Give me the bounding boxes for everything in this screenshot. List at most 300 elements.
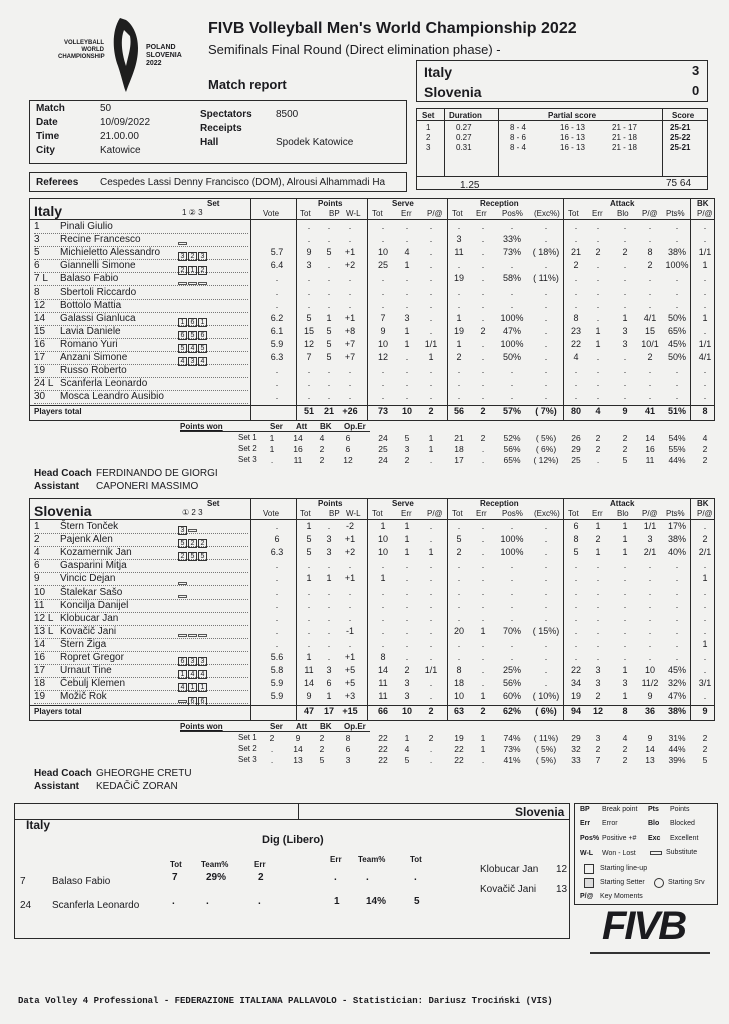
zone-box: 6 [178, 331, 187, 340]
page-title: FIVB Volleyball Men's World Championship 2022 [208, 20, 577, 37]
stat-cell: . [481, 338, 485, 349]
stat-cell: . [510, 391, 514, 402]
set-partial-1: 8 - 6 [510, 133, 527, 142]
stat-cell: 6.1 [270, 325, 284, 336]
pw-cell: 2 [319, 444, 325, 455]
stat-cell: 60% [502, 691, 521, 702]
col-bp: BP [329, 509, 340, 518]
dig-h-team2: Team% [358, 855, 386, 864]
legend-key: Err [580, 820, 591, 827]
stat-cell: . [307, 273, 311, 284]
stat-cell: 3 [595, 678, 601, 689]
player-name: Ropret Gregor [60, 652, 124, 663]
zone-box: 5 [188, 552, 197, 561]
stat-cell: . [675, 625, 679, 636]
stat-cell: . [596, 625, 600, 636]
stat-cell: 17% [667, 521, 686, 531]
stat-cell: 1 [306, 573, 312, 584]
stat-cell: 100% [500, 312, 524, 323]
stat-cell: . [457, 573, 461, 584]
stat-cell: . [307, 625, 311, 636]
stat-cell: 9 [380, 325, 386, 336]
total-cell: 57% [502, 406, 521, 417]
stat-cell: . [481, 678, 485, 689]
set-stat-cell: 2 [480, 433, 486, 444]
stat-cell: . [381, 378, 385, 389]
dig-slo-number: 12 [556, 864, 568, 875]
set-duration: 0.31 [456, 143, 472, 152]
stat-cell: . [457, 560, 461, 571]
set-stat-cell: ( 12%) [533, 455, 559, 466]
spectators-value: 8500 [276, 109, 299, 120]
substitute-marker [188, 634, 197, 637]
stat-cell: . [481, 534, 485, 545]
pw-cell: 13 [293, 755, 303, 766]
stat-cell: . [574, 378, 578, 389]
set-stat-cell: 3 [404, 444, 410, 455]
stat-cell: . [307, 560, 311, 571]
wc-logo-text: VOLLEYBALL WORLD CHAMPIONSHIP [58, 40, 105, 60]
set-stat-cell: . [596, 455, 600, 466]
total-cell: 9 [702, 706, 708, 717]
stat-cell: . [623, 573, 627, 584]
stat-cell: . [623, 260, 627, 271]
stat-cell: . [327, 612, 331, 623]
stat-cell: . [510, 652, 514, 662]
stat-cell: 25% [502, 665, 521, 676]
stat-cell: . [457, 286, 461, 297]
stat-cell: . [348, 234, 352, 245]
col-pos: Pos% [502, 209, 523, 218]
player-name: Mosca Leandro Ausibio [60, 391, 164, 403]
stat-cell: . [481, 365, 485, 376]
stat-cell: . [307, 299, 311, 310]
pw-cell: 14 [293, 744, 303, 755]
points-won-label: Points won [180, 722, 223, 732]
stat-cell: 1/1 [424, 338, 438, 349]
stat-cell: 22 [570, 338, 581, 349]
stat-cell: . [307, 221, 311, 231]
stat-cell: -1 [345, 625, 354, 636]
stat-cell: . [275, 299, 279, 310]
stat-cell: . [457, 378, 461, 389]
stat-cell: . [429, 678, 433, 689]
col-pp: P/@ [427, 209, 443, 218]
total-cell: 4 [595, 406, 601, 417]
stat-cell: 3 [404, 312, 410, 323]
player-number: 17 [34, 352, 46, 363]
stat-cell: . [675, 612, 679, 623]
stat-cell: 21 [570, 247, 581, 258]
total-cell: ( 7%) [535, 406, 557, 417]
player-name: Koncilja Danijel [60, 599, 129, 611]
stat-cell: . [544, 338, 548, 349]
stat-cell: . [703, 521, 707, 531]
stat-cell: . [703, 299, 707, 310]
stat-cell: . [405, 652, 409, 662]
stat-cell: . [429, 691, 433, 702]
stat-cell: . [544, 612, 548, 623]
pw-cell: 2 [319, 455, 325, 466]
player-number: 17 [34, 665, 46, 677]
stat-cell: . [481, 612, 485, 623]
stat-cell: 1 [326, 573, 332, 584]
stat-cell: 9 [306, 247, 312, 258]
stat-cell: 2 [456, 352, 462, 362]
dig-slo-number: 13 [556, 884, 568, 895]
stat-cell: . [675, 234, 679, 245]
host-logo-text: POLAND SLOVENIA 2022 [146, 44, 182, 67]
stat-cell: . [327, 221, 331, 231]
stat-cell: . [703, 325, 707, 336]
stat-cell: . [574, 234, 578, 245]
stat-cell: . [703, 652, 707, 662]
stat-cell: +1 [344, 573, 356, 584]
receipts-label: Receipts [200, 123, 242, 134]
set-stat-cell: 2 [622, 444, 628, 455]
col-tot: Tot [372, 509, 383, 518]
stat-cell: . [596, 612, 600, 623]
stat-cell: . [405, 599, 409, 610]
set-stat-cell: 5 [404, 755, 410, 766]
total-cell: 47 [303, 706, 314, 717]
col-tot: Tot [300, 509, 311, 518]
set-row-label: Set 2 [238, 444, 257, 454]
total-cell: 41 [644, 406, 655, 417]
total-cell: 21 [323, 406, 334, 417]
total-cell: 63 [453, 706, 464, 717]
points-won-label: Points won [180, 422, 223, 432]
zone-box: 3 [198, 657, 207, 666]
row-dots [34, 703, 248, 704]
stat-cell: . [327, 599, 331, 610]
stat-cell: 3 [622, 678, 628, 689]
stat-cell: . [307, 612, 311, 623]
stat-cell: 4/1 [643, 312, 657, 323]
stat-cell: . [405, 612, 409, 623]
stat-cell: 6 [573, 521, 579, 531]
set-partial-2: 16 - 13 [560, 133, 585, 142]
stat-cell: . [481, 599, 485, 610]
zone-box: 4 [198, 670, 207, 679]
set-stat-cell: 54% [668, 433, 686, 444]
set-stat-cell: ( 6%) [535, 444, 557, 455]
set-partial-3: 21 - 17 [612, 123, 637, 132]
stat-cell: ( 10%) [532, 691, 560, 702]
stat-cell: 2/1 [698, 547, 712, 558]
col-wl: W-L [346, 509, 361, 518]
stat-cell: 25 [377, 260, 388, 271]
player-name: Urnaut Tine [60, 665, 112, 677]
stat-cell: . [648, 273, 652, 284]
stat-cell: . [596, 586, 600, 597]
stat-cell: . [429, 378, 433, 389]
player-zones [178, 274, 208, 292]
player-name: Kozamernik Jan [60, 547, 132, 559]
stat-cell: 7 [380, 312, 386, 323]
stat-cell: . [405, 234, 409, 245]
pw-rule [180, 431, 370, 432]
stat-cell: . [381, 560, 385, 571]
stat-cell: . [327, 638, 331, 649]
dig-title: Dig (Libero) [262, 834, 324, 846]
substitute-marker [178, 582, 187, 585]
stat-cell: 2 [404, 665, 410, 676]
stat-cell: . [429, 260, 433, 271]
dig-team: 29% [206, 872, 227, 883]
set-stat-cell: 4 [702, 433, 708, 444]
zone-box: 2 [198, 266, 207, 275]
stat-cell: 5.9 [270, 691, 284, 702]
stat-cell: 1 [428, 547, 434, 558]
stat-cell: 4 [404, 247, 410, 258]
stat-cell: 3 [404, 678, 410, 689]
stat-cell: . [623, 652, 627, 662]
total-cell: 10 [401, 406, 412, 417]
stat-cell: 3 [622, 325, 628, 336]
stat-cell: . [623, 273, 627, 284]
set-stat-cell: 2 [595, 744, 601, 755]
stat-cell: . [544, 560, 548, 571]
zone-box: 3 [188, 657, 197, 666]
set-stat-cell: 24 [378, 433, 388, 444]
player-name: Balaso Fabio [60, 273, 119, 285]
stat-cell: 4/1 [698, 352, 712, 362]
stat-cell: 58% [502, 273, 521, 284]
stat-cell: . [623, 286, 627, 297]
stat-cell: . [675, 638, 679, 649]
stat-cell: . [348, 365, 352, 376]
stat-cell: 1 [380, 521, 386, 531]
stat-cell: 20 [453, 625, 464, 636]
stat-cell: . [481, 234, 485, 245]
stat-cell: . [623, 221, 627, 231]
player-number: 1 [34, 221, 40, 232]
set-stat-cell: 2 [622, 744, 628, 755]
stat-cell: . [596, 352, 600, 362]
stat-cell: . [429, 234, 433, 245]
set-stat-cell: 11 [645, 455, 655, 466]
assistant-name: KEDAČiČ ZORAN [96, 781, 178, 793]
dig-tot: 7 [172, 872, 178, 883]
stat-cell: . [275, 560, 279, 571]
stat-cell: . [623, 299, 627, 310]
set-stat-cell: 41% [503, 755, 521, 766]
stat-cell: ( 15%) [532, 625, 560, 636]
stat-cell: . [307, 599, 311, 610]
stat-cell: 32% [667, 678, 686, 689]
stat-cell: +7 [344, 338, 356, 349]
fivb-logo-swoosh [590, 952, 710, 954]
legend-text: Won - Lost [602, 850, 636, 857]
set-partial-2: 16 - 13 [560, 143, 585, 152]
stat-cell: . [574, 599, 578, 610]
stat-cell: . [510, 299, 514, 310]
zone-box: 1 [188, 683, 197, 692]
total-cell: 10 [401, 706, 412, 717]
set-stat-cell: 2 [595, 444, 601, 455]
stat-cell: 10 [377, 547, 388, 558]
set-row-label: Set 3 [238, 755, 257, 765]
stat-cell: . [703, 586, 707, 597]
set-duration: 0.27 [456, 123, 472, 132]
zone-box: 6 [198, 697, 207, 706]
zone-box: 6 [198, 331, 207, 340]
set-stat-cell: 1 [480, 744, 486, 755]
stat-cell: 10 [377, 247, 388, 258]
stat-cell: . [574, 391, 578, 402]
stat-cell: . [481, 247, 485, 258]
stat-cell: . [510, 221, 514, 231]
zone-box: 6 [178, 657, 187, 666]
col-set: Set [207, 499, 220, 508]
stat-cell: . [307, 286, 311, 297]
stat-cell: . [481, 586, 485, 597]
sets-header-duration: Duration [449, 111, 482, 120]
stat-cell: . [481, 299, 485, 310]
player-number: 2 [34, 534, 40, 546]
stat-cell: 47% [502, 325, 521, 336]
col-serve: Serve [392, 499, 414, 508]
team-name: Italy [34, 203, 63, 219]
pw-cell: 6 [345, 444, 351, 455]
stat-cell: 10 [377, 534, 388, 545]
stat-cell: . [405, 365, 409, 376]
player-number: 15 [34, 325, 46, 337]
set-stat-cell: 2 [428, 733, 434, 744]
player-name: Galassi Gianluca [60, 312, 136, 324]
stat-cell: . [675, 365, 679, 376]
total-cell: 38% [667, 706, 686, 717]
stat-cell: 2 [647, 260, 653, 271]
stat-cell: . [381, 638, 385, 649]
stat-cell: . [327, 273, 331, 284]
stat-cell: 2 [595, 534, 601, 545]
fivb-logo: FIVB [602, 904, 686, 948]
stat-cell: . [381, 625, 385, 636]
stat-cell: 1 [306, 652, 312, 662]
dig-slo-name: Kovačič Jani [480, 884, 537, 895]
stat-cell: . [405, 299, 409, 310]
set-partial-3: 21 - 18 [612, 143, 637, 152]
pw-header: Ser [270, 422, 283, 432]
stat-cell: . [481, 391, 485, 402]
player-number: 1 [34, 521, 40, 532]
player-name: Russo Roberto [60, 365, 127, 377]
pw-cell: 5 [319, 755, 325, 766]
legend-text: Starting Setter [600, 879, 645, 886]
stat-cell: . [648, 652, 652, 662]
zone-box: 4 [178, 357, 187, 366]
total-cell: 2 [480, 706, 486, 717]
player-number: 19 [34, 691, 46, 703]
result-score2: 0 [692, 83, 700, 98]
stat-cell: +2 [344, 547, 356, 558]
substitute-marker [198, 634, 207, 637]
col-attack: Attack [610, 499, 635, 508]
stat-cell: 8 [380, 652, 386, 662]
stat-cell: . [429, 391, 433, 402]
set-number: 3 [426, 143, 431, 152]
stat-cell: . [544, 299, 548, 310]
col-points: Points [318, 199, 343, 208]
dig-team: . [206, 896, 209, 907]
substitute-marker [178, 242, 187, 245]
stat-cell: . [648, 378, 652, 389]
stat-cell: . [703, 691, 707, 702]
stat-cell: 5 [456, 534, 462, 545]
stat-cell: 10 [453, 691, 464, 702]
stat-cell: . [348, 612, 352, 623]
dig-team2: . [366, 872, 369, 883]
set-stat-cell: 2 [595, 433, 601, 444]
stat-cell: 50% [502, 352, 521, 362]
players-total-label: Players total [34, 407, 82, 417]
stat-cell: . [574, 273, 578, 284]
stat-cell: 8 [456, 665, 462, 676]
stat-cell: 8 [647, 247, 653, 258]
stat-cell: 8 [573, 312, 579, 323]
stat-cell: 6.3 [270, 547, 284, 558]
col-err: Err [592, 209, 603, 218]
stat-cell: 3 [595, 665, 601, 676]
set-stat-cell: 26 [571, 433, 581, 444]
legend-text: Key Moments [600, 893, 643, 900]
player-number: 6 [34, 260, 40, 272]
hall-label: Hall [200, 137, 219, 148]
date-label: Date [36, 117, 58, 128]
team-column-rule [250, 198, 251, 421]
stat-cell: 6 [274, 534, 280, 545]
stat-cell: 1 [595, 325, 601, 336]
set-score: 25-21 [670, 123, 691, 132]
result-team1: Italy [424, 64, 453, 80]
player-name: Vincic Dejan [60, 573, 116, 585]
col-pts: Pts% [666, 209, 685, 218]
col-tot: Tot [372, 209, 383, 218]
set-stat-cell: . [481, 455, 485, 466]
zone-box: 1 [198, 683, 207, 692]
stat-cell: . [574, 299, 578, 310]
player-name: Štern Tonček [60, 521, 119, 532]
head-coach-label: Head Coach [34, 468, 92, 480]
zone-box: 5 [188, 331, 197, 340]
stat-cell: 50% [667, 352, 686, 362]
stat-cell: 5.7 [270, 247, 284, 258]
stat-cell: . [348, 560, 352, 571]
total-cell: 51% [667, 406, 686, 417]
team-column-rule [367, 198, 368, 421]
set-stat-cell: 52% [503, 433, 521, 444]
total-cell: 73 [377, 406, 388, 417]
player-number: 18 [34, 678, 46, 690]
stat-cell: 7 [306, 352, 312, 362]
set-stat-cell: . [481, 755, 485, 766]
stat-cell: . [275, 625, 279, 636]
pw-cell: 11 [293, 455, 303, 466]
stat-cell: . [457, 221, 461, 231]
stat-cell: . [544, 547, 548, 558]
stat-cell: 1 [622, 547, 628, 558]
stat-cell: . [703, 234, 707, 245]
dig-h-err2: Err [330, 855, 342, 864]
set-stat-cell: 9 [647, 733, 653, 744]
stat-cell: . [481, 560, 485, 571]
pw-cell: 6 [345, 433, 351, 444]
set-number: 1 [426, 123, 431, 132]
footer-text: Data Volley 4 Professional - FEDERAZIONE ITALIANA PALLAVOLO - Statistician: Dariusz Trociński (VIS) [18, 996, 553, 1006]
stat-cell: 2 [595, 691, 601, 702]
